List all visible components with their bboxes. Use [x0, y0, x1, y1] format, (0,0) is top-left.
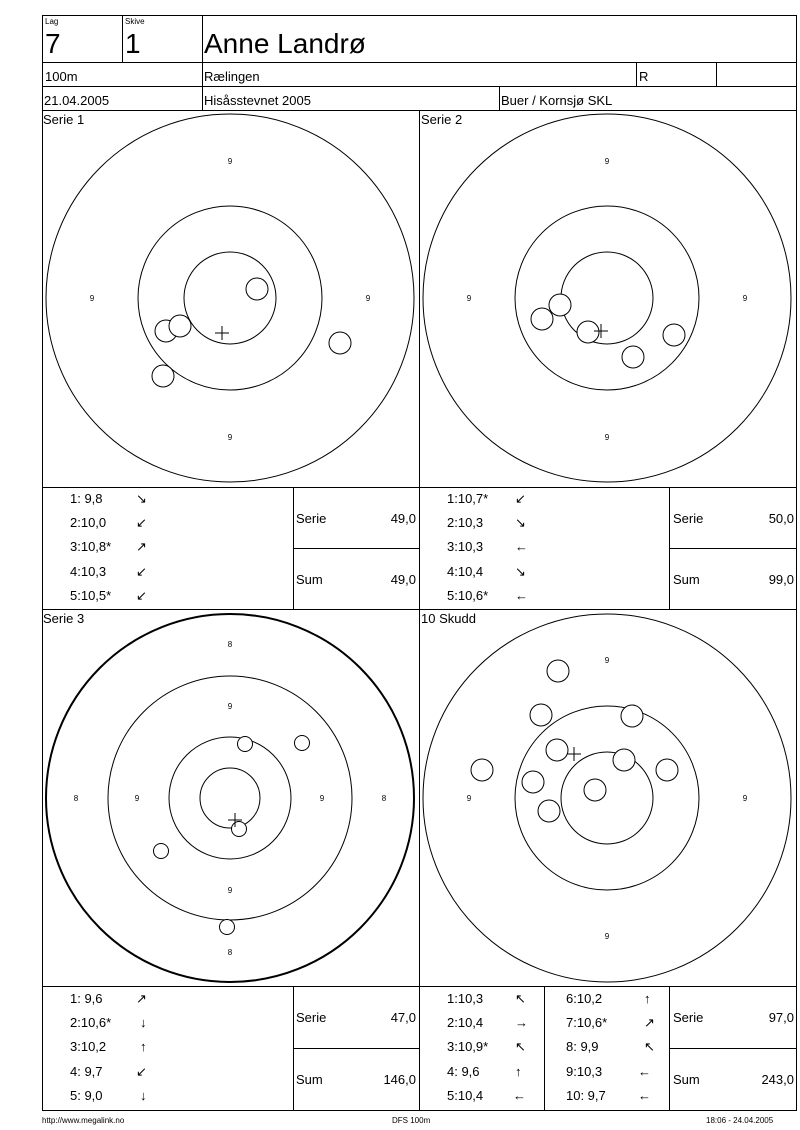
shot-hole — [621, 705, 643, 727]
sum-label: Sum — [296, 572, 323, 587]
shot-row — [566, 1088, 651, 1103]
empty-cell — [716, 62, 797, 87]
shot-score: 8: 9,9 — [566, 1039, 599, 1054]
ring-label: 9 — [604, 932, 610, 941]
shot-row — [70, 539, 147, 554]
shot-row — [447, 515, 526, 530]
shot-hole — [238, 737, 253, 752]
sum-value: 49,0 — [390, 572, 416, 587]
shot-score: 1: 9,6 — [70, 991, 103, 1006]
shot-hole — [246, 278, 268, 300]
direction-arrow-icon: ↗ — [644, 1015, 655, 1030]
shot-hole — [295, 736, 310, 751]
ring-label: 9 — [134, 794, 140, 803]
shot-hole — [663, 324, 685, 346]
group-center-cross — [567, 747, 581, 761]
skive-cell — [122, 15, 203, 63]
shot-row — [447, 1015, 528, 1030]
range-cell — [499, 86, 797, 111]
panel-title-serie2: Serie 2 — [421, 112, 463, 127]
name-cell — [202, 15, 797, 63]
shot-row — [447, 1088, 526, 1103]
shot-hole — [471, 759, 493, 781]
shot-hole — [546, 739, 568, 761]
event-cell — [202, 86, 500, 111]
direction-arrow-icon: ↘ — [136, 491, 147, 506]
distance: 100m — [45, 69, 78, 84]
ring-label: 9 — [89, 294, 95, 303]
range: Buer / Kornsjø SKL — [501, 93, 613, 108]
shot-hole — [232, 822, 247, 837]
shot-hole — [656, 759, 678, 781]
shot-row — [70, 515, 147, 530]
ring-label: 8 — [227, 948, 233, 957]
ring-label: 9 — [227, 157, 233, 166]
shot-score: 3:10,3 — [447, 539, 484, 554]
shot-row — [70, 1064, 147, 1079]
sum-value: 243,0 — [761, 1072, 794, 1087]
shot-score: 2:10,6* — [70, 1015, 112, 1030]
shot-score: 3:10,9* — [447, 1039, 489, 1054]
direction-arrow-icon: ↙ — [515, 491, 526, 506]
direction-arrow-icon: ↑ — [140, 1039, 147, 1054]
shot-score: 10: 9,7 — [566, 1088, 606, 1103]
lag-cell — [42, 15, 123, 63]
direction-arrow-icon: ← — [515, 588, 528, 603]
target-10skudd — [419, 609, 797, 987]
serie-label: Serie — [296, 511, 327, 526]
shot-hole — [530, 704, 552, 726]
shot-row — [447, 991, 526, 1006]
direction-arrow-icon: ↙ — [136, 564, 147, 579]
shot-row — [447, 539, 528, 554]
lag-label: Lag — [45, 17, 59, 26]
shot-row — [447, 588, 528, 603]
scorebox-divider — [544, 986, 545, 1111]
serie-value: 49,0 — [390, 511, 416, 526]
shot-row — [70, 1015, 147, 1030]
skive-value: 1 — [125, 28, 141, 59]
shot-row — [70, 1088, 147, 1103]
ring-label: 9 — [466, 794, 472, 803]
serie-label: Serie — [673, 1010, 704, 1025]
scorebox-divider — [669, 548, 797, 549]
group-center-cross — [215, 326, 229, 340]
shot-row — [447, 1039, 526, 1054]
shot-row — [566, 1039, 655, 1054]
shot-hole — [220, 920, 235, 935]
serie-label: Serie — [673, 511, 704, 526]
shot-score: 5:10,5* — [70, 588, 112, 603]
shot-hole — [577, 321, 599, 343]
shot-hole — [329, 332, 351, 354]
shot-score: 9:10,3 — [566, 1064, 603, 1079]
direction-arrow-icon: ↙ — [136, 1064, 147, 1079]
panel-title-serie3: Serie 3 — [43, 611, 85, 626]
skive-label: Skive — [125, 17, 145, 26]
footer-center: DFS 100m — [392, 1116, 431, 1125]
club: Rælingen — [204, 69, 260, 84]
class-cell — [636, 62, 717, 87]
direction-arrow-icon: ↗ — [136, 539, 147, 554]
ring-label: 8 — [381, 794, 387, 803]
target-serie3 — [42, 609, 420, 987]
direction-arrow-icon: ↑ — [644, 991, 651, 1006]
ring-label: 8 — [73, 794, 79, 803]
direction-arrow-icon: ↖ — [515, 991, 526, 1006]
date-cell — [42, 86, 203, 111]
shot-row — [566, 991, 651, 1006]
shot-hole — [522, 771, 544, 793]
shot-hole — [531, 308, 553, 330]
shot-hole — [549, 294, 571, 316]
direction-arrow-icon: ↘ — [515, 515, 526, 530]
scorebox-divider — [293, 1048, 420, 1049]
shot-score: 5:10,4 — [447, 1088, 484, 1103]
shot-row — [566, 1015, 655, 1030]
sum-value: 146,0 — [383, 1072, 416, 1087]
scorebox-divider — [669, 1048, 797, 1049]
shot-score: 1:10,7* — [447, 491, 489, 506]
ring-label: 9 — [604, 157, 610, 166]
footer-url[interactable]: http://www.megalink.no — [42, 1116, 125, 1125]
shot-row — [447, 1064, 522, 1079]
ring-label: 9 — [227, 702, 233, 711]
shooter-name: Anne Landrø — [204, 28, 366, 59]
shot-score: 5:10,6* — [447, 588, 489, 603]
panel-title-serie1: Serie 1 — [43, 112, 85, 127]
ring-label: 9 — [742, 794, 748, 803]
shot-hole — [622, 346, 644, 368]
direction-arrow-icon: ↖ — [515, 1039, 526, 1054]
shot-row — [566, 1064, 651, 1079]
shot-score: 6:10,2 — [566, 991, 603, 1006]
event: Hisåsstevnet 2005 — [204, 93, 311, 108]
footer-timestamp: 18:06 - 24.04.2005 — [706, 1116, 774, 1125]
direction-arrow-icon: → — [515, 1015, 528, 1030]
shot-row — [70, 588, 147, 603]
shot-hole — [613, 749, 635, 771]
direction-arrow-icon: ← — [638, 1064, 651, 1079]
direction-arrow-icon: ↓ — [140, 1088, 147, 1103]
ring-label: 9 — [227, 886, 233, 895]
ring-label: 9 — [742, 294, 748, 303]
target-serie2 — [419, 110, 797, 488]
ring-label: 9 — [227, 433, 233, 442]
shot-score: 1:10,3 — [447, 991, 484, 1006]
shot-score: 2:10,4 — [447, 1015, 484, 1030]
shot-score: 4: 9,6 — [447, 1064, 480, 1079]
ring-label: 8 — [227, 640, 233, 649]
direction-arrow-icon: ↖ — [644, 1039, 655, 1054]
direction-arrow-icon: ← — [515, 539, 528, 554]
shot-score: 3:10,8* — [70, 539, 112, 554]
class: R — [639, 69, 649, 84]
ring-label: 9 — [365, 294, 371, 303]
direction-arrow-icon: ↓ — [140, 1015, 147, 1030]
serie-value: 47,0 — [390, 1010, 416, 1025]
shot-hole — [538, 800, 560, 822]
club-cell — [202, 62, 637, 87]
ring-label: 9 — [604, 656, 610, 665]
shot-score: 2:10,0 — [70, 515, 107, 530]
direction-arrow-icon: ← — [638, 1088, 651, 1103]
shot-score: 7:10,6* — [566, 1015, 608, 1030]
shot-score: 4:10,4 — [447, 564, 484, 579]
shot-score: 4: 9,7 — [70, 1064, 103, 1079]
shot-score: 3:10,2 — [70, 1039, 107, 1054]
shot-row — [70, 991, 147, 1006]
lag-value: 7 — [45, 28, 61, 59]
direction-arrow-icon: ↙ — [136, 515, 147, 530]
direction-arrow-icon: ↗ — [136, 991, 147, 1006]
distance-cell — [42, 62, 203, 87]
shot-score: 4:10,3 — [70, 564, 107, 579]
sum-label: Sum — [673, 572, 700, 587]
ring-label: 9 — [466, 294, 472, 303]
shot-hole — [154, 844, 169, 859]
shot-row — [447, 491, 526, 506]
serie-value: 50,0 — [768, 511, 794, 526]
shot-row — [70, 1039, 147, 1054]
sum-value: 99,0 — [768, 572, 794, 587]
shot-hole — [547, 660, 569, 682]
target-serie1 — [42, 110, 420, 488]
shot-hole — [169, 315, 191, 337]
shot-hole — [584, 779, 606, 801]
scorebox-divider — [293, 548, 420, 549]
serie-label: Serie — [296, 1010, 327, 1025]
date: 21.04.2005 — [44, 93, 110, 108]
panel-title-10skudd: 10 Skudd — [421, 611, 476, 626]
direction-arrow-icon: ↙ — [136, 588, 147, 603]
serie-value: 97,0 — [768, 1010, 794, 1025]
sum-label: Sum — [673, 1072, 700, 1087]
ring-label: 9 — [319, 794, 325, 803]
direction-arrow-icon: ← — [513, 1088, 526, 1103]
direction-arrow-icon: ↘ — [515, 564, 526, 579]
direction-arrow-icon: ↑ — [515, 1064, 522, 1079]
shot-hole — [152, 365, 174, 387]
shot-row — [447, 564, 526, 579]
shot-row — [70, 564, 147, 579]
shot-row — [70, 491, 147, 506]
ring-label: 9 — [604, 433, 610, 442]
sum-label: Sum — [296, 1072, 323, 1087]
shot-score: 2:10,3 — [447, 515, 484, 530]
shot-score: 1: 9,8 — [70, 491, 103, 506]
shot-score: 5: 9,0 — [70, 1088, 103, 1103]
